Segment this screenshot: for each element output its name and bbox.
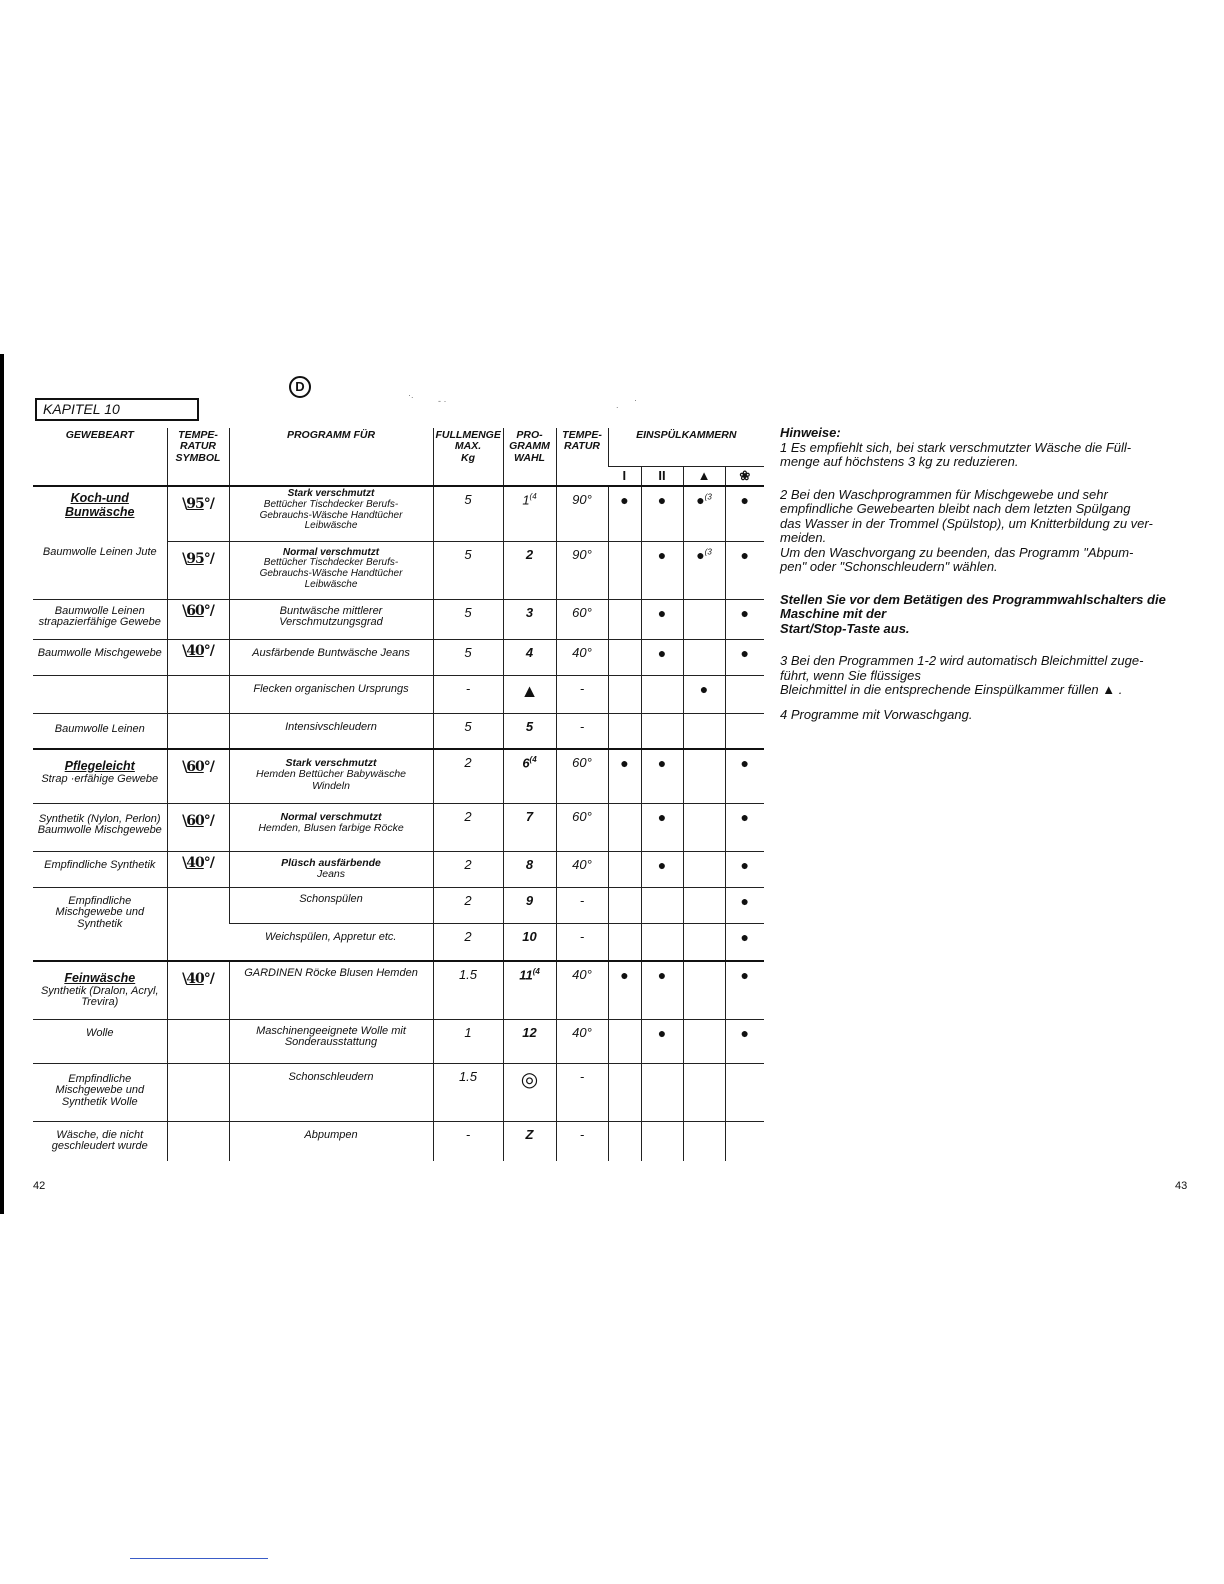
program-label: Intensivschleudern [229, 713, 433, 749]
scan-speck: . [616, 400, 619, 410]
temp-symbol-cell [167, 887, 229, 961]
program-number: 7 [503, 803, 556, 851]
program-label: GARDINEN Röcke Blusen Hemden [229, 961, 433, 1019]
chamber-ii-dot [641, 1063, 683, 1121]
chamber-softener-dot: ● [725, 851, 764, 887]
chamber-bleach-dot: ● [683, 675, 725, 713]
fabric-label: Baumwolle Leinen Jute [42, 546, 157, 558]
chamber-bleach-icon: ▲ [683, 466, 725, 486]
chamber-ii-dot: ● [641, 1019, 683, 1063]
note-2b: Um den Waschvorgang zu beenden, das Programm "Abpum- pen" oder "Schonschleudern" wählen. [780, 544, 1134, 574]
temperature-value: 40° [556, 961, 608, 1019]
temperature-value: - [556, 887, 608, 923]
fabric-label: Empfindliche Synthetik [33, 851, 167, 887]
program-cell: Stark verschmutzt Bettücher Tischdecker Berufs- Gebrauchs-Wäsche Handtücher Leibwäsche [229, 486, 433, 541]
chamber-softener-dot [725, 1121, 764, 1161]
max-load: 2 [433, 803, 503, 851]
chamber-i-dot [608, 1121, 641, 1161]
header-programm-fuer: PROGRAMM FÜR [229, 428, 433, 486]
temperature-value: 90° [556, 541, 608, 599]
note-1: 1 Es empfiehlt sich, bei stark verschmutzter Wäsche die Füll- menge auf höchstens 3 kg zu reduzieren. [780, 439, 1132, 469]
chamber-ii-dot: ● [641, 961, 683, 1019]
chamber-i-dot [608, 541, 641, 599]
chamber-ii-dot [641, 675, 683, 713]
chamber-ii-dot: ● [641, 803, 683, 851]
scan-speck: ·. [408, 390, 414, 400]
program-label: Weichspülen, Appretur etc. [229, 923, 433, 961]
temperature-value: - [556, 923, 608, 961]
max-load: 5 [433, 541, 503, 599]
temperature-value: 90° [556, 486, 608, 541]
temp-symbol-cell [167, 713, 229, 749]
temperature-value: 40° [556, 851, 608, 887]
category-pflegeleicht: Pflegeleicht [64, 759, 135, 773]
temperature-value: 40° [556, 1019, 608, 1063]
chamber-i-dot [608, 713, 641, 749]
fabric-label: Wäsche, die nicht geschleudert wurde [33, 1121, 167, 1161]
temperature-60-icon: \60°/ [182, 602, 214, 619]
chamber-ii-dot [641, 887, 683, 923]
program-label: Schonschleudern [229, 1063, 433, 1121]
chamber-i-dot [608, 923, 641, 961]
program-number: 3 [503, 599, 556, 639]
chamber-ii-dot: ● [641, 851, 683, 887]
temp-symbol-cell [167, 803, 229, 851]
chamber-bleach-dot [683, 803, 725, 851]
fabric-cell [33, 749, 167, 803]
program-cell: Plüsch ausfärbende Jeans [229, 851, 433, 887]
chamber-softener-dot [725, 713, 764, 749]
max-load: - [433, 1121, 503, 1161]
chamber-i-dot [608, 803, 641, 851]
header-programmwahl: PRO- GRAMM WAHL [503, 428, 556, 486]
temperature-value: - [556, 1121, 608, 1161]
note-2c-warning: Stellen Sie vor dem Betätigen des Programmwahlschalters die Maschine mit der Start/Stop-Taste aus. [780, 591, 1166, 636]
chamber-bleach-dot [683, 1019, 725, 1063]
max-load: 2 [433, 923, 503, 961]
washing-program-table [33, 428, 764, 1161]
chamber-softener-dot: ● [725, 749, 764, 803]
temp-symbol-cell [167, 541, 229, 599]
fabric-cell [33, 486, 167, 541]
temp-symbol-cell [167, 639, 229, 675]
max-load: 2 [433, 851, 503, 887]
fabric-label: Baumwolle Leinen [33, 713, 167, 749]
header-temp-symbol: TEMPE- RATUR SYMBOL [167, 428, 229, 486]
chamber-softener-dot: ● [725, 887, 764, 923]
program-cell: Normal verschmutzt Hemden, Blusen farbige Röcke [229, 803, 433, 851]
bleach-triangle-icon: ▲ [503, 675, 556, 713]
temperature-95-icon: \95°/ [182, 496, 214, 512]
program-cell: Normal verschmutzt Bettücher Tischdecker Berufs- Gebrauchs-Wäsche Handtücher Leibwäsche [229, 541, 433, 599]
chamber-i-dot [608, 851, 641, 887]
chamber-i-dot [608, 887, 641, 923]
chamber-softener-dot: ● [725, 639, 764, 675]
chamber-bleach-dot [683, 599, 725, 639]
max-load: 5 [433, 599, 503, 639]
country-logo-d: D [289, 376, 311, 398]
temp-symbol-cell [167, 1019, 229, 1063]
temperature-value: - [556, 713, 608, 749]
program-number: 6$^{(4}$ [503, 749, 556, 803]
chamber-bleach-dot [683, 961, 725, 1019]
temp-symbol-cell [167, 749, 229, 803]
program-cell: Stark verschmutzt Hemden Bettücher Babywäsche Windeln [229, 749, 433, 803]
chamber-bleach-dot: ●$^{(3}$ [683, 486, 725, 541]
program-number: 4 [503, 639, 556, 675]
chamber-i-dot: ● [608, 749, 641, 803]
notes-panel [780, 426, 1182, 722]
chamber-bleach-dot: ●$^{(3}$ [683, 541, 725, 599]
chamber-softener-dot [725, 1063, 764, 1121]
temperature-value: 60° [556, 599, 608, 639]
chamber-softener-dot: ● [725, 599, 764, 639]
temp-symbol-cell [167, 1063, 229, 1121]
temperature-value: - [556, 1063, 608, 1121]
chamber-softener-dot: ● [725, 1019, 764, 1063]
temp-symbol-cell [167, 851, 229, 887]
header-gewebeart: GEWEBEART [65, 429, 134, 441]
chamber-softener-icon: ❀ [725, 466, 764, 486]
chamber-softener-dot: ● [725, 803, 764, 851]
chamber-i-dot [608, 599, 641, 639]
max-load: 2 [433, 887, 503, 923]
max-load: 5 [433, 486, 503, 541]
program-number: 9 [503, 887, 556, 923]
temperature-40-icon: \40°/ [182, 854, 214, 871]
max-load: 1 [433, 1019, 503, 1063]
fabric-cell [33, 961, 167, 1019]
chamber-i-dot: ● [608, 961, 641, 1019]
temp-symbol-cell [167, 1121, 229, 1161]
chamber-bleach-dot [683, 639, 725, 675]
note-3: 3 Bei den Programmen 1-2 wird automatisch Bleichmittel zuge- führt, wenn Sie flüssiges Bleichmittel in die entsprechende Einspülkammer füllen ▲ . [780, 653, 1144, 697]
chamber-softener-dot: ● [725, 961, 764, 1019]
program-number: 2 [503, 541, 556, 599]
program-number: 12 [503, 1019, 556, 1063]
max-load: 1.5 [433, 1063, 503, 1121]
temp-symbol-cell [167, 599, 229, 639]
max-load: 1.5 [433, 961, 503, 1019]
scan-speck: · [634, 395, 637, 405]
chamber-bleach-dot [683, 923, 725, 961]
max-load: 5 [433, 713, 503, 749]
chamber-softener-dot [725, 675, 764, 713]
chamber-i-label: I [608, 466, 641, 486]
program-number: Z [503, 1121, 556, 1161]
temperature-value: 40° [556, 639, 608, 675]
temperature-95-icon: \95°/ [182, 550, 214, 567]
chamber-bleach-dot [683, 749, 725, 803]
temp-symbol-cell [167, 486, 229, 541]
fabric-label: Baumwolle Leinen strapazierfähige Gewebe [33, 599, 167, 639]
note-4: 4 Programme mit Vorwaschgang. [780, 706, 973, 722]
max-load: 5 [433, 639, 503, 675]
chamber-ii-dot: ● [641, 599, 683, 639]
header-fuellmenge: FULLMENGE MAX. Kg [433, 428, 503, 486]
program-label: Buntwäsche mittlerer Verschmutzungsgrad [229, 599, 433, 639]
temperature-60-icon: \60°/ [182, 812, 214, 829]
chamber-ii-dot [641, 713, 683, 749]
chamber-softener-dot: ● [725, 923, 764, 961]
temp-symbol-cell [167, 675, 229, 713]
chamber-ii-dot: ● [641, 541, 683, 599]
fabric-label: Empfindliche Mischgewebe und Synthetik Wolle [33, 1063, 167, 1121]
spin-symbol-icon: ◎ [503, 1063, 556, 1121]
fabric-cell [33, 675, 167, 713]
fabric-label: Wolle [33, 1019, 167, 1063]
chamber-ii-dot [641, 1121, 683, 1161]
chamber-ii-dot: ● [641, 486, 683, 541]
note-2: 2 Bei den Waschprogrammen für Mischgewebe und sehr empfindliche Gewebearten bleibt nach dem letzten Spülgang das Wasser in der Trommel (Spülstop), um Knitterbildung zu ver- meiden. [780, 486, 1153, 545]
fabric-cell [33, 541, 167, 599]
chapter-label: KAPITEL 10 [35, 398, 199, 421]
notes-title: Hinweise: [780, 425, 841, 440]
chamber-bleach-dot [683, 851, 725, 887]
page-number-left: 42 [33, 1180, 46, 1192]
chamber-i-dot [608, 1063, 641, 1121]
program-number: 11$^{(4}$ [503, 961, 556, 1019]
program-label: Ausfärbende Buntwäsche Jeans [229, 639, 433, 675]
page-number-right: 43 [1175, 1180, 1188, 1192]
program-label: Flecken organischen Ursprungs [229, 675, 433, 713]
temp-symbol-cell [167, 961, 229, 1019]
chamber-ii-dot: ● [641, 749, 683, 803]
scan-speck: - · [438, 396, 447, 406]
chamber-bleach-dot [683, 713, 725, 749]
chamber-bleach-dot [683, 1121, 725, 1161]
chamber-i-dot [608, 1019, 641, 1063]
chamber-ii-dot [641, 923, 683, 961]
fabric-label: Baumwolle Mischgewebe [33, 639, 167, 675]
chamber-bleach-dot [683, 1063, 725, 1121]
chamber-i-dot [608, 639, 641, 675]
category-koch-bunwaesche: Koch-und Bunwäsche [65, 491, 135, 519]
fabric-label: Strap ·erfähige Gewebe [41, 772, 159, 785]
category-feinwaesche: Feinwäsche [64, 971, 136, 985]
chamber-i-dot: ● [608, 486, 641, 541]
program-label: Abpumpen [229, 1121, 433, 1161]
fabric-label: Empfindliche Mischgewebe und Synthetik [33, 887, 167, 961]
header-temperatur: TEMPE- RATUR [556, 428, 608, 486]
temperature-40-icon: \40°/ [182, 971, 214, 987]
header-einspuelkammern: EINSPÜLKAMMERN [608, 428, 764, 466]
program-number: 8 [503, 851, 556, 887]
temperature-60-icon: \60°/ [182, 759, 214, 775]
chamber-ii-label: II [641, 466, 683, 486]
temperature-value: 60° [556, 749, 608, 803]
max-load: 2 [433, 749, 503, 803]
chamber-softener-dot: ● [725, 541, 764, 599]
program-number: 1$^{(4}$ [503, 486, 556, 541]
program-number: 5 [503, 713, 556, 749]
temperature-value: 60° [556, 803, 608, 851]
bottom-rule [130, 1558, 268, 1559]
program-label: Schonspülen [229, 887, 433, 923]
left-edge-bar [0, 354, 4, 1214]
program-label: Maschinengeeignete Wolle mit Sonderausstattung [229, 1019, 433, 1063]
chamber-bleach-dot [683, 887, 725, 923]
chamber-ii-dot: ● [641, 639, 683, 675]
chamber-i-dot [608, 675, 641, 713]
program-number: 10 [503, 923, 556, 961]
fabric-label: Synthetik (Dralon, Acryl, Trevira) [40, 984, 159, 1009]
max-load: - [433, 675, 503, 713]
temperature-40-icon: \40°/ [182, 642, 214, 659]
chamber-softener-dot: ● [725, 486, 764, 541]
fabric-label: Synthetik (Nylon, Perlon) Baumwolle Mischgewebe [33, 803, 167, 851]
temperature-value: - [556, 675, 608, 713]
